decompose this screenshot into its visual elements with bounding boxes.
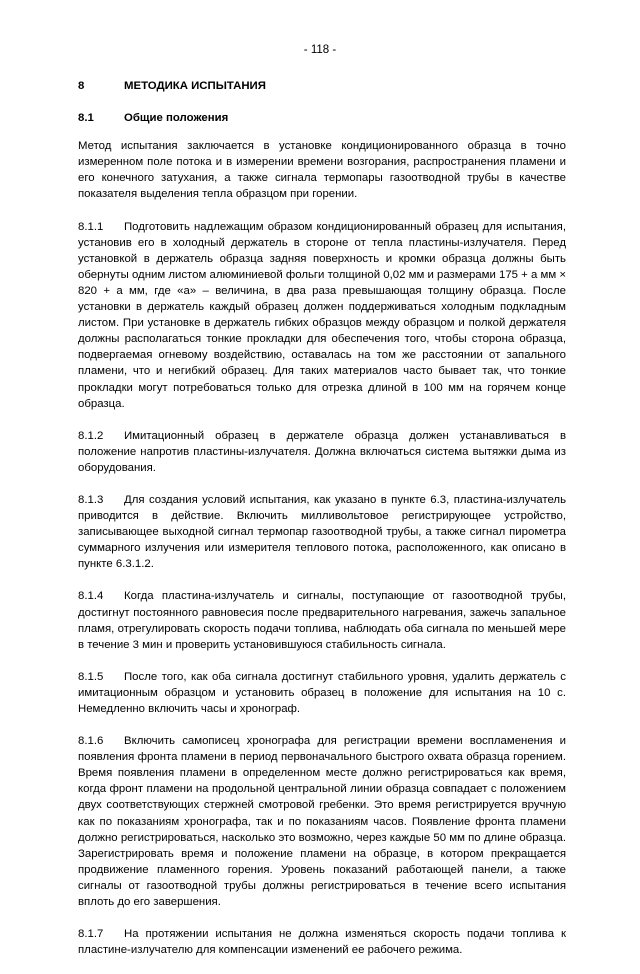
paragraph-number: 8.1.2 <box>78 429 104 442</box>
section-title: МЕТОДИКА ИСПЫТАНИЯ <box>124 80 266 92</box>
paragraph-8-1-7 <box>78 926 566 958</box>
paragraph-8-1-6 <box>78 733 566 910</box>
page-number: - 118 - <box>303 44 337 56</box>
paragraph-number: 8.1.1 <box>78 220 104 233</box>
paragraph-text: На протяжении испытания не должна изменяться скорость подачи топлива к пластине-излучателю для компенсации изменений ее рабочего режима. <box>78 928 566 957</box>
paragraph-text: Когда пластина-излучатель и сигналы, поступающие от газоотводной трубы, достигнут постоянного равновесия после предварительного нагревания, зажечь запальное пламя, отрегулировать скорость подачи топлива, наблюдать оба сигнала по меньшей мере в течение 3 мин и проверить установившуюся стабильность сигнала. <box>78 590 566 651</box>
paragraph-text: Для создания условий испытания, как указано в пункте 6.3, пластина-излучатель приводится в действие. Включить милливольтовое регистрирующее устройство, записывающее выходной сигнал термопар газоотводной трубы, а также сигнал пирометра суммарного излучения или измерителя теплового потока, расположенного, как описано в пункте 6.3.1.2. <box>78 493 566 571</box>
intro-paragraph: Метод испытания заключается в установке кондиционированного образца в точно измеренном поле потока и в измерении времени возгорания, распространения пламени и его конечного затухания, а также сигнала термопары газоотводной трубы в качестве показателя выделения тепла образцом при горении. <box>78 140 566 201</box>
paragraph-number: 8.1.7 <box>78 928 104 941</box>
subsection-heading <box>78 110 566 126</box>
section-number: 8 <box>78 80 85 92</box>
paragraph-8-1-3 <box>78 492 566 572</box>
paragraph-8-1-4 <box>78 588 566 652</box>
paragraph-number: 8.1.4 <box>78 590 104 603</box>
subsection-number: 8.1 <box>78 112 94 125</box>
paragraph-text: Включить самописец хронографа для регистрации времени воспламенения и появления фронта пламени в период первоначального быстрого охвата образца горением. Время появления пламени в определенном месте должно регистрироваться как время, когда фронт пламени на продольной центральной линии образца совпадает с положением двух соответствующих стержней смотровой гребенки. Это время регистрируется вручную как по показаниям хронографа, так и по показаниям часов. Появление фронта пламени должно регистрироваться, насколько это возможно, через каждые 50 мм по длине образца. Зарегистрировать время и положение пламени на образце, в котором прекращается продвижение пламенного горения. Уровень показаний работающей панели, а также сигналы от газоотводной трубы должны регистрироваться в течение всего испытания вплоть до его завершения. <box>78 735 566 909</box>
paragraph-number: 8.1.6 <box>78 735 104 748</box>
section-heading <box>78 78 566 94</box>
paragraph-text: Подготовить надлежащим образом кондиционированный образец для испытания, установив его в холодный держатель в стороне от тепла пластины-излучателя. Перед установкой в держатель образца задняя поверхность и кромки образца должны быть обернуты одним листом алюминиевой фольги толщиной 0,02 мм и размерами 175 + а мм × 820 + а мм, где «а» – величина, в два раза превышающая толщину образца. После установки в держатель каждый образец должен поддерживаться холодным подкладным листом. При установке в держатель гибких образцов между образцом и полкой держателя должны располагаться тонкие прокладки для обеспечения того, чтобы сторона образца, подвергаемая огневому воздействию, оставалась на том же расстоянии от запального пламени, что и негибкий образец. Для таких материалов часто бывает так, что тонкие прокладки могут потребоваться только для отрезка длиной в 100 мм на горячем конце образца. <box>78 220 566 410</box>
subsection-title: Общие положения <box>124 112 229 125</box>
paragraph-8-1-5 <box>78 669 566 717</box>
paragraph-number: 8.1.3 <box>78 493 104 506</box>
paragraph-text: Имитационный образец в держателе образца должен устанавливаться в положение напротив пластины-излучателя. Должна включаться система вытяжки дыма из оборудования. <box>78 429 566 474</box>
paragraph-8-1-1 <box>78 219 566 412</box>
paragraph-8-1-2 <box>78 428 566 476</box>
paragraph-number: 8.1.5 <box>78 670 104 683</box>
document-body <box>78 78 566 974</box>
paragraph-text: После того, как оба сигнала достигнут стабильного уровня, удалить держатель с имитационным образцом и установить образец в положение для испытания на 10 с. Немедленно включить часы и хронограф. <box>78 670 566 715</box>
